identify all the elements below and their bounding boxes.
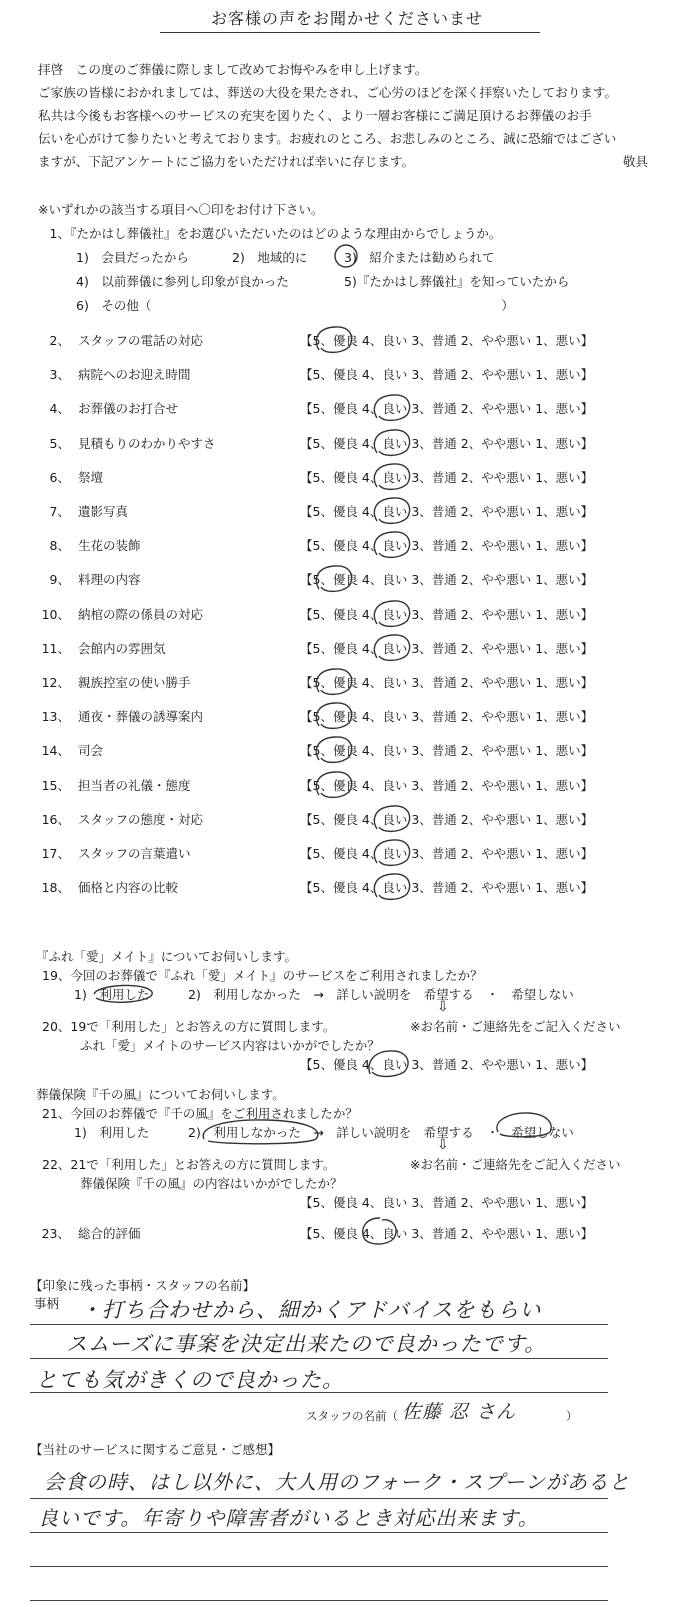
rating-question-row	[0, 639, 694, 659]
hand-circle-mark	[311, 700, 357, 730]
hand-circle-mark	[196, 1117, 326, 1145]
handwritten-opinion-line-2: 良いです。年寄りや障害者がいるとき対応出来ます。	[38, 1506, 539, 1530]
q22-rating-scale[interactable]: 【5、優良 4、良い 3、普通 2、やや悪い 1、悪い】	[300, 1195, 594, 1210]
closing-keigu: 敬具	[622, 154, 648, 169]
question-number: 6、	[49, 470, 70, 485]
rating-question-row	[0, 844, 694, 864]
arrow-down-icon: ⇩	[437, 999, 449, 1015]
question-number: 14、	[41, 743, 70, 758]
question-number: 17、	[41, 846, 70, 861]
rating-scale[interactable]: 【5、優良 4、良い 3、普通 2、やや悪い 1、悪い】	[300, 743, 594, 758]
question-number: 23、	[41, 1226, 70, 1241]
question-label: 親族控室の使い勝手	[78, 675, 191, 690]
question-21: 21、今回のお葬儀で『千の風』をご利用されましたか？	[42, 1106, 358, 1121]
question-number: 7、	[49, 504, 70, 519]
rating-scale[interactable]: 【5、優良 4、良い 3、普通 2、やや悪い 1、悪い】	[300, 572, 594, 587]
opinion-header: 【当社のサービスに関するご意見・ご感想】	[30, 1442, 281, 1457]
question-number: 2、	[49, 333, 70, 348]
question-number: 8、	[49, 538, 70, 553]
handwritten-impression-line-1: ・打ち合わせから、細かくアドバイスをもらい	[80, 1298, 542, 1322]
hand-circle-mark	[311, 769, 357, 799]
rating-question-row	[0, 502, 694, 522]
q22-note: ※お名前・ご連絡先をご記入ください	[410, 1157, 621, 1172]
ruled-line	[30, 1392, 608, 1393]
rating-scale[interactable]: 【5、優良 4、良い 3、普通 2、やや悪い 1、悪い】	[300, 538, 594, 553]
question-number: 9、	[49, 572, 70, 587]
rating-question-row	[0, 399, 694, 419]
question-label: スタッフの言葉遣い	[78, 846, 191, 861]
question-number: 13、	[41, 709, 70, 724]
question-number: 4、	[49, 401, 70, 416]
q22-sub: 葬儀保険『千の風』の内容はいかがでしたか？	[80, 1176, 343, 1191]
hand-circle-mark	[90, 982, 156, 1006]
question-label: 司会	[78, 743, 104, 758]
option-6[interactable]: 6) その他（ ）	[76, 298, 514, 313]
hand-circle-mark	[364, 1048, 414, 1078]
hand-circle-mark	[369, 871, 415, 901]
hand-circle-mark	[311, 563, 357, 593]
q20-note: ※お名前・ご連絡先をご記入ください	[410, 1019, 621, 1034]
rating-scale[interactable]: 【5、優良 4、良い 3、普通 2、やや悪い 1、悪い】	[300, 778, 594, 793]
question-number: 15、	[41, 778, 70, 793]
question-label: スタッフの態度・対応	[78, 812, 204, 827]
hand-circle-mark	[369, 392, 415, 422]
hand-circle-mark	[369, 598, 415, 628]
hand-circle-mark	[369, 803, 415, 833]
rating-scale[interactable]: 【5、優良 4、良い 3、普通 2、やや悪い 1、悪い】	[300, 401, 594, 416]
q20-sub: ふれ「愛」メイトのサービス内容はいかがでしたか？	[80, 1038, 380, 1053]
hand-circle-mark	[369, 529, 415, 559]
rating-scale[interactable]: 【5、優良 4、良い 3、普通 2、やや悪い 1、悪い】	[300, 880, 594, 895]
q19-option-1[interactable]: 1) 利用した	[74, 987, 150, 1002]
arrow-down-icon: ⇩	[437, 1137, 449, 1153]
ruled-line	[30, 1358, 608, 1359]
rating-question-row	[0, 605, 694, 625]
hand-circle-mark	[311, 324, 357, 354]
title-underline	[160, 32, 540, 33]
question-number: 1、	[49, 226, 70, 241]
staff-name-close: ）	[566, 1409, 578, 1423]
instruction-text: ※いずれかの該当する項目へ〇印をお付け下さい。	[38, 202, 324, 217]
hand-circle-mark	[369, 632, 415, 662]
hand-circle-mark	[311, 666, 357, 696]
question-label: 通夜・葬儀の誘導案内	[78, 709, 204, 724]
hand-circle-mark	[358, 1214, 402, 1248]
impression-header: 【印象に残った事柄・スタッフの名前】	[30, 1278, 256, 1293]
question-label: スタッフの電話の対応	[78, 333, 204, 348]
intro-line: 伝いを心がけて参りたいと考えております。お疲れのところ、お悲しみのところ、誠に恐縮ではござい	[38, 131, 617, 146]
hand-circle-mark	[369, 495, 415, 525]
question-number: 18、	[41, 880, 70, 895]
q23-rating-scale[interactable]: 【5、優良 4、良い 3、普通 2、やや悪い 1、悪い】	[300, 1226, 594, 1241]
q21-option-2[interactable]: 2) 利用しなかった → 詳しい説明を 希望する ・ 希望しない	[188, 1125, 574, 1140]
handwritten-impression-line-3: とても気がきくので良かった。	[36, 1368, 344, 1392]
hand-circle-mark	[333, 243, 359, 269]
rating-scale[interactable]: 【5、優良 4、良い 3、普通 2、やや悪い 1、悪い】	[300, 367, 594, 382]
question-label: 見積もりのわかりやすさ	[78, 436, 216, 451]
hand-circle-mark	[369, 837, 415, 867]
rating-scale[interactable]: 【5、優良 4、良い 3、普通 2、やや悪い 1、悪い】	[300, 333, 594, 348]
rating-question-row	[0, 810, 694, 830]
rating-scale[interactable]: 【5、優良 4、良い 3、普通 2、やや悪い 1、悪い】	[300, 846, 594, 861]
impression-sub-label: 事柄	[34, 1296, 60, 1311]
question-number: 12、	[41, 675, 70, 690]
question-1	[0, 224, 694, 314]
question-label: 祭壇	[78, 470, 104, 485]
rating-scale[interactable]: 【5、優良 4、良い 3、普通 2、やや悪い 1、悪い】	[300, 641, 594, 656]
question-number: 16、	[41, 812, 70, 827]
rating-scale[interactable]: 【5、優良 4、良い 3、普通 2、やや悪い 1、悪い】	[300, 504, 594, 519]
option-2[interactable]: 2) 地域的に	[232, 250, 308, 265]
rating-question-row	[0, 878, 694, 898]
staff-name-label: スタッフの名前（	[306, 1409, 398, 1423]
page-title: お客様の声をお聞かせくださいませ	[210, 9, 483, 28]
intro-line: ますが、下記アンケートにご協力をいただければ幸いに存じます。	[38, 154, 415, 169]
rating-question-row	[0, 468, 694, 488]
question-label: 料理の内容	[78, 572, 141, 587]
intro-line: 拝啓 この度のご葬儀に際しまして改めてお悔やみを申し上げます。	[38, 62, 428, 77]
rating-scale[interactable]: 【5、優良 4、良い 3、普通 2、やや悪い 1、悪い】	[300, 675, 594, 690]
rating-question-row	[0, 536, 694, 556]
hand-circle-mark	[369, 461, 415, 491]
handwritten-opinion-line-1: 会食の時、はし以外に、大人用のフォーク・スプーンがあると	[44, 1470, 630, 1494]
question-number: 3、	[49, 367, 70, 382]
fureai-heading: 『ふれ「愛」メイト』についてお伺いします。	[36, 949, 298, 964]
rating-scale[interactable]: 【5、優良 4、良い 3、普通 2、やや悪い 1、悪い】	[300, 607, 594, 622]
ruled-line	[30, 1532, 608, 1533]
intro-line: 私共は今後もお客様へのサービスの充実を図りたく、より一層お客様にご満足頂けるお葬儀のお手	[38, 108, 592, 123]
ruled-line	[30, 1498, 608, 1499]
option-3[interactable]: 3) 紹介または勧められて	[344, 250, 495, 265]
q20-rating-scale[interactable]: 【5、優良 4、良い 3、普通 2、やや悪い 1、悪い】	[300, 1057, 594, 1072]
rating-scale[interactable]: 【5、優良 4、良い 3、普通 2、やや悪い 1、悪い】	[300, 812, 594, 827]
question-label: 『たかはし葬儀社』をお選びいただいたのはどのような理由からでしょうか。	[64, 226, 502, 241]
question-22: 22、21で「利用した」とお答えの方に質問します。	[42, 1157, 336, 1172]
q19-option-2[interactable]: 2) 利用しなかった → 詳しい説明を 希望する ・ 希望しない	[188, 987, 574, 1002]
handwritten-impression-line-2: スムーズに事案を決定出来たので良かったです。	[66, 1332, 547, 1356]
question-label: 会館内の雰囲気	[78, 641, 166, 656]
ruled-line	[30, 1600, 608, 1601]
rating-question-row	[0, 365, 694, 385]
question-label: 担当者の礼儀・態度	[78, 778, 191, 793]
hand-circle-mark	[369, 427, 415, 457]
option-5[interactable]: 5)『たかはし葬儀社』を知っていたから	[344, 274, 570, 289]
q21-option-1[interactable]: 1) 利用した	[74, 1125, 150, 1140]
hand-circle-mark	[492, 1110, 556, 1140]
ruled-line	[30, 1566, 608, 1567]
question-label: 病院へのお迎え時間	[78, 367, 191, 382]
question-label: 価格と内容の比較	[78, 880, 179, 895]
option-4[interactable]: 4) 以前葬儀に参列し印象が良かった	[76, 274, 289, 289]
rating-scale[interactable]: 【5、優良 4、良い 3、普通 2、やや悪い 1、悪い】	[300, 470, 594, 485]
question-label: 遺影写真	[78, 504, 129, 519]
question-label: 総合的評価	[78, 1226, 141, 1241]
question-23	[0, 1224, 694, 1244]
intro-line: ご家族の皆様におかれましては、葬送の大役を果たされ、ご心労のほどを深く拝察いたしております。	[38, 85, 618, 100]
question-19: 19、今回のお葬儀で『ふれ「愛」メイト』のサービスをご利用されましたか？	[42, 968, 483, 983]
rating-scale[interactable]: 【5、優良 4、良い 3、普通 2、やや悪い 1、悪い】	[300, 436, 594, 451]
question-label: お葬儀のお打合せ	[78, 401, 179, 416]
rating-question-row	[0, 434, 694, 454]
question-number: 11、	[41, 641, 70, 656]
ruled-line	[30, 1324, 608, 1325]
question-number: 5、	[49, 436, 70, 451]
option-1[interactable]: 1) 会員だったから	[76, 250, 189, 265]
hand-circle-mark	[311, 734, 357, 764]
question-20: 20、19で「利用した」とお答えの方に質問します。	[42, 1019, 336, 1034]
sennokaze-heading: 葬儀保険『千の風』についてお伺いします。	[36, 1087, 285, 1102]
rating-scale[interactable]: 【5、優良 4、良い 3、普通 2、やや悪い 1、悪い】	[300, 709, 594, 724]
handwritten-staff-name: 佐藤 忍 さん	[402, 1401, 517, 1423]
question-number: 10、	[41, 607, 70, 622]
question-label: 納棺の際の係員の対応	[78, 607, 204, 622]
question-label: 生花の装飾	[78, 538, 141, 553]
